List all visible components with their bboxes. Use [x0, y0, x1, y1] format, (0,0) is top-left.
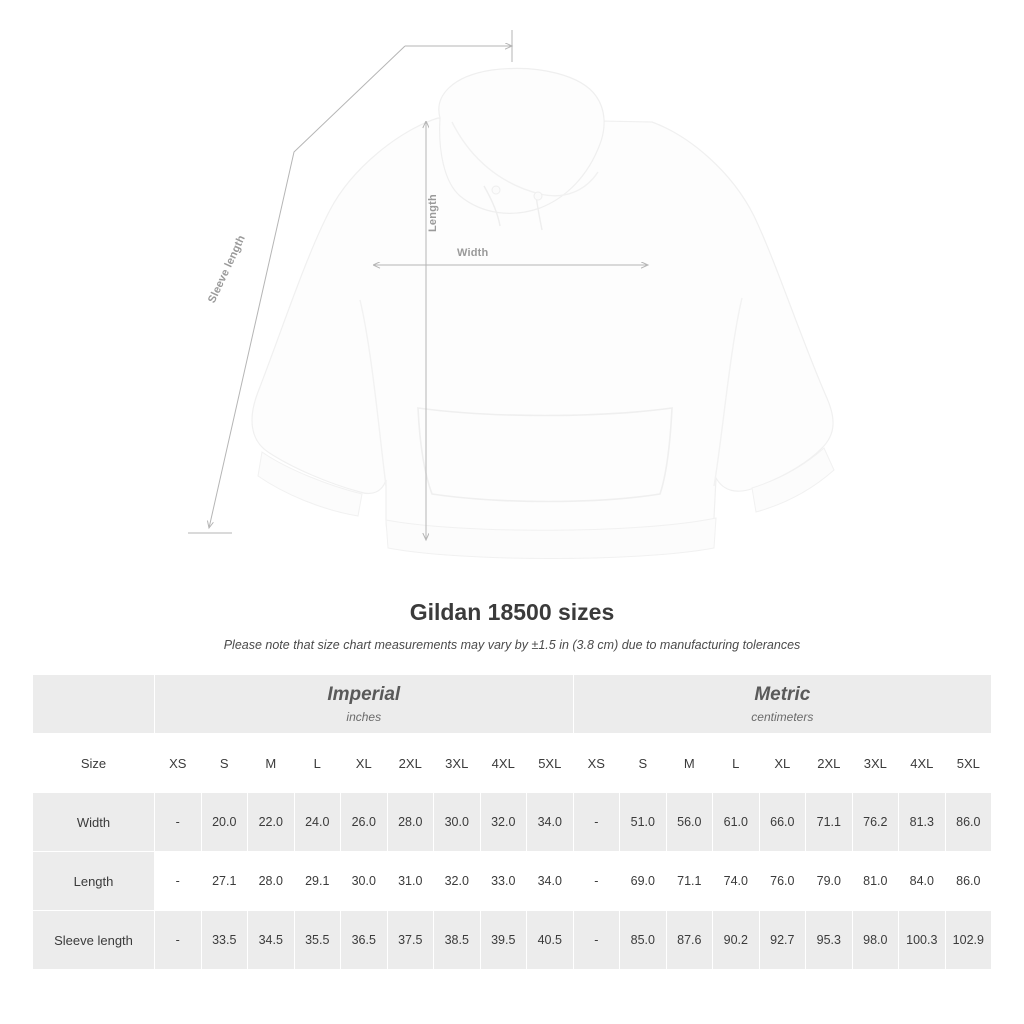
size-column-header: S — [620, 734, 667, 793]
size-table — [32, 674, 992, 970]
measurement-cell: 38.5 — [434, 911, 481, 970]
size-header-cell: Size — [33, 734, 155, 793]
measurement-cell: 86.0 — [945, 793, 992, 852]
size-column-header: XS — [573, 734, 620, 793]
length-label: Length — [427, 194, 439, 232]
size-column-header: 2XL — [806, 734, 853, 793]
size-column-header: L — [294, 734, 341, 793]
measurement-cell: 76.0 — [759, 852, 806, 911]
measurement-cell: 61.0 — [713, 793, 760, 852]
size-column-header: L — [713, 734, 760, 793]
measurement-cell: 36.5 — [341, 911, 388, 970]
size-column-header: 4XL — [480, 734, 527, 793]
measurement-cell: 20.0 — [201, 793, 248, 852]
measurement-cell: 84.0 — [899, 852, 946, 911]
measurement-cell: 51.0 — [620, 793, 667, 852]
measurement-cell: 90.2 — [713, 911, 760, 970]
table-corner-cell — [33, 675, 155, 734]
measurement-cell: 35.5 — [294, 911, 341, 970]
measurement-cell: 39.5 — [480, 911, 527, 970]
measurement-cell: 85.0 — [620, 911, 667, 970]
measurement-cell: - — [155, 911, 202, 970]
measurement-cell: 34.5 — [248, 911, 295, 970]
measurement-cell: 40.5 — [527, 911, 574, 970]
measurement-row-label: Sleeve length — [33, 911, 155, 970]
measurement-cell: - — [573, 793, 620, 852]
tolerance-note: Please note that size chart measurements may vary by ±1.5 in (3.8 cm) due to manufacturing tolerances — [223, 638, 801, 652]
measurement-cell: - — [573, 852, 620, 911]
unit-group-subtitle: centimeters — [751, 709, 814, 724]
size-table-wrapper — [32, 674, 992, 970]
measurement-cell: 71.1 — [806, 793, 853, 852]
measurement-cell: 86.0 — [945, 852, 992, 911]
measurement-cell: 76.2 — [852, 793, 899, 852]
measurement-cell: 29.1 — [294, 852, 341, 911]
measurement-cell: - — [573, 911, 620, 970]
size-column-header: 5XL — [527, 734, 574, 793]
measurement-cell: 69.0 — [620, 852, 667, 911]
unit-group-name: Imperial — [327, 684, 401, 706]
unit-group-header — [573, 675, 992, 734]
width-label: Width — [457, 247, 489, 259]
measurement-cell: 34.0 — [527, 793, 574, 852]
measurement-cell: 56.0 — [666, 793, 713, 852]
size-column-header: 5XL — [945, 734, 992, 793]
hoodie-shape — [252, 68, 834, 558]
measurement-cell: 24.0 — [294, 793, 341, 852]
measurement-cell: 95.3 — [806, 911, 853, 970]
measurement-cell: 87.6 — [666, 911, 713, 970]
size-column-header: M — [248, 734, 295, 793]
size-column-header: 3XL — [434, 734, 481, 793]
unit-group-subtitle: inches — [346, 709, 382, 724]
measurement-cell: - — [155, 793, 202, 852]
table-row — [33, 793, 992, 852]
measurement-cell: 74.0 — [713, 852, 760, 911]
measurement-cell: 32.0 — [480, 793, 527, 852]
size-column-header: 4XL — [899, 734, 946, 793]
measurement-cell: 32.0 — [434, 852, 481, 911]
measurement-row-label: Length — [33, 852, 155, 911]
sleeve-length-label: Sleeve length — [206, 233, 248, 306]
measurement-cell: 31.0 — [387, 852, 434, 911]
size-column-header: XL — [759, 734, 806, 793]
measurement-cell: 98.0 — [852, 911, 899, 970]
measurement-cell: 100.3 — [899, 911, 946, 970]
page-title: Gildan 18500 sizes — [409, 599, 615, 625]
unit-group-header — [155, 675, 574, 734]
measurement-cell: 22.0 — [248, 793, 295, 852]
measurement-cell: 33.5 — [201, 911, 248, 970]
title-block — [0, 599, 1024, 652]
measurement-cell: 71.1 — [666, 852, 713, 911]
size-column-header: XL — [341, 734, 388, 793]
table-row — [33, 852, 992, 911]
size-column-header: XS — [155, 734, 202, 793]
measurement-cell: 28.0 — [387, 793, 434, 852]
table-row — [33, 911, 992, 970]
measurement-cell: 34.0 — [527, 852, 574, 911]
measurement-cell: 81.3 — [899, 793, 946, 852]
size-column-header: 2XL — [387, 734, 434, 793]
measurement-cell: 26.0 — [341, 793, 388, 852]
size-column-header: S — [201, 734, 248, 793]
measurement-cell: 102.9 — [945, 911, 992, 970]
measurement-cell: 30.0 — [341, 852, 388, 911]
measurement-cell: 79.0 — [806, 852, 853, 911]
measurement-cell: 92.7 — [759, 911, 806, 970]
measurement-cell: 37.5 — [387, 911, 434, 970]
measurement-cell: 27.1 — [201, 852, 248, 911]
measurement-cell: 30.0 — [434, 793, 481, 852]
unit-group-name: Metric — [754, 684, 811, 706]
measurement-cell: 28.0 — [248, 852, 295, 911]
measurement-row-label: Width — [33, 793, 155, 852]
measurement-cell: 81.0 — [852, 852, 899, 911]
size-column-header: 3XL — [852, 734, 899, 793]
measurement-cell: 33.0 — [480, 852, 527, 911]
measurement-cell: 66.0 — [759, 793, 806, 852]
measurement-cell: - — [155, 852, 202, 911]
size-column-header: M — [666, 734, 713, 793]
